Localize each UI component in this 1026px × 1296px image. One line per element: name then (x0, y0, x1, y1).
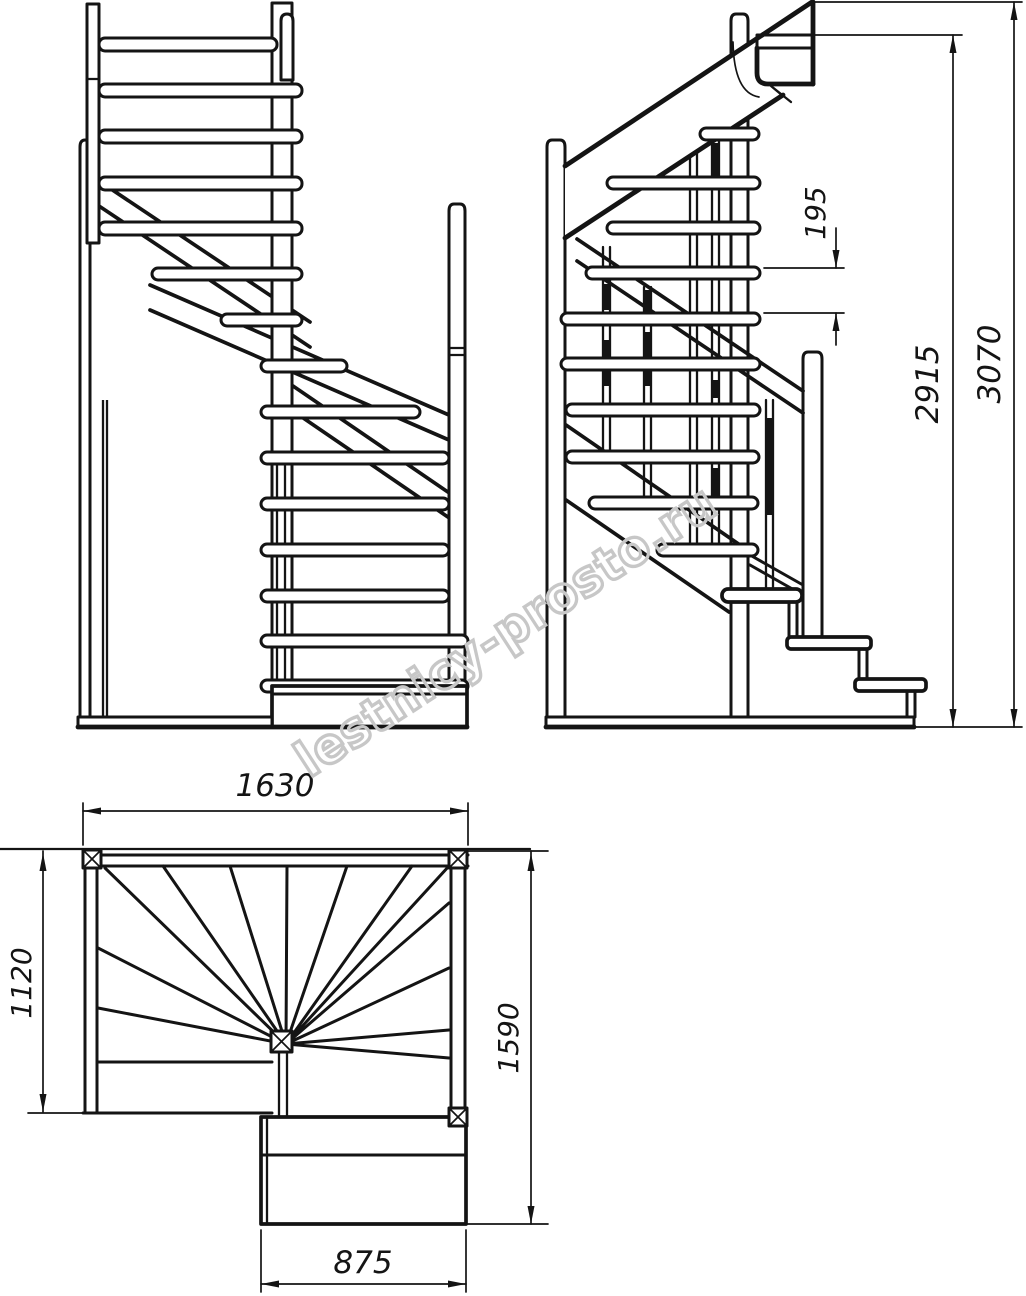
watermark: lestnicy-prosto.ru (285, 462, 745, 789)
dimension-floor-2915 (813, 35, 962, 727)
dimension-label-1590: 1590 (492, 1002, 525, 1074)
dimension-width-1630 (83, 768, 468, 845)
plan-view (0, 768, 548, 1292)
dimension-label-1120: 1120 (5, 947, 38, 1019)
dimension-depth-1120 (5, 851, 83, 1113)
dimension-label-1630: 1630 (235, 768, 315, 804)
dimension-label-195: 195 (799, 186, 832, 240)
dimension-bottom-875 (261, 1230, 466, 1292)
dimension-depth-1590 (466, 851, 548, 1224)
dimension-riser-195 (764, 186, 844, 345)
side-stringer-band (565, 2, 812, 238)
plan-lower-flight (261, 1117, 466, 1224)
side-bottom-steps (722, 589, 926, 717)
plan-winder-fan (98, 866, 449, 1058)
dimension-label-3070: 3070 (972, 324, 1008, 404)
front-elevation-view (78, 3, 468, 727)
side-floor (546, 717, 1022, 727)
side-elevation-view (546, 2, 1022, 727)
dimension-label-2915: 2915 (910, 344, 946, 424)
plan-walls (83, 855, 468, 1113)
plan-center-post (271, 1031, 292, 1117)
dimension-label-875: 875 (333, 1245, 393, 1281)
